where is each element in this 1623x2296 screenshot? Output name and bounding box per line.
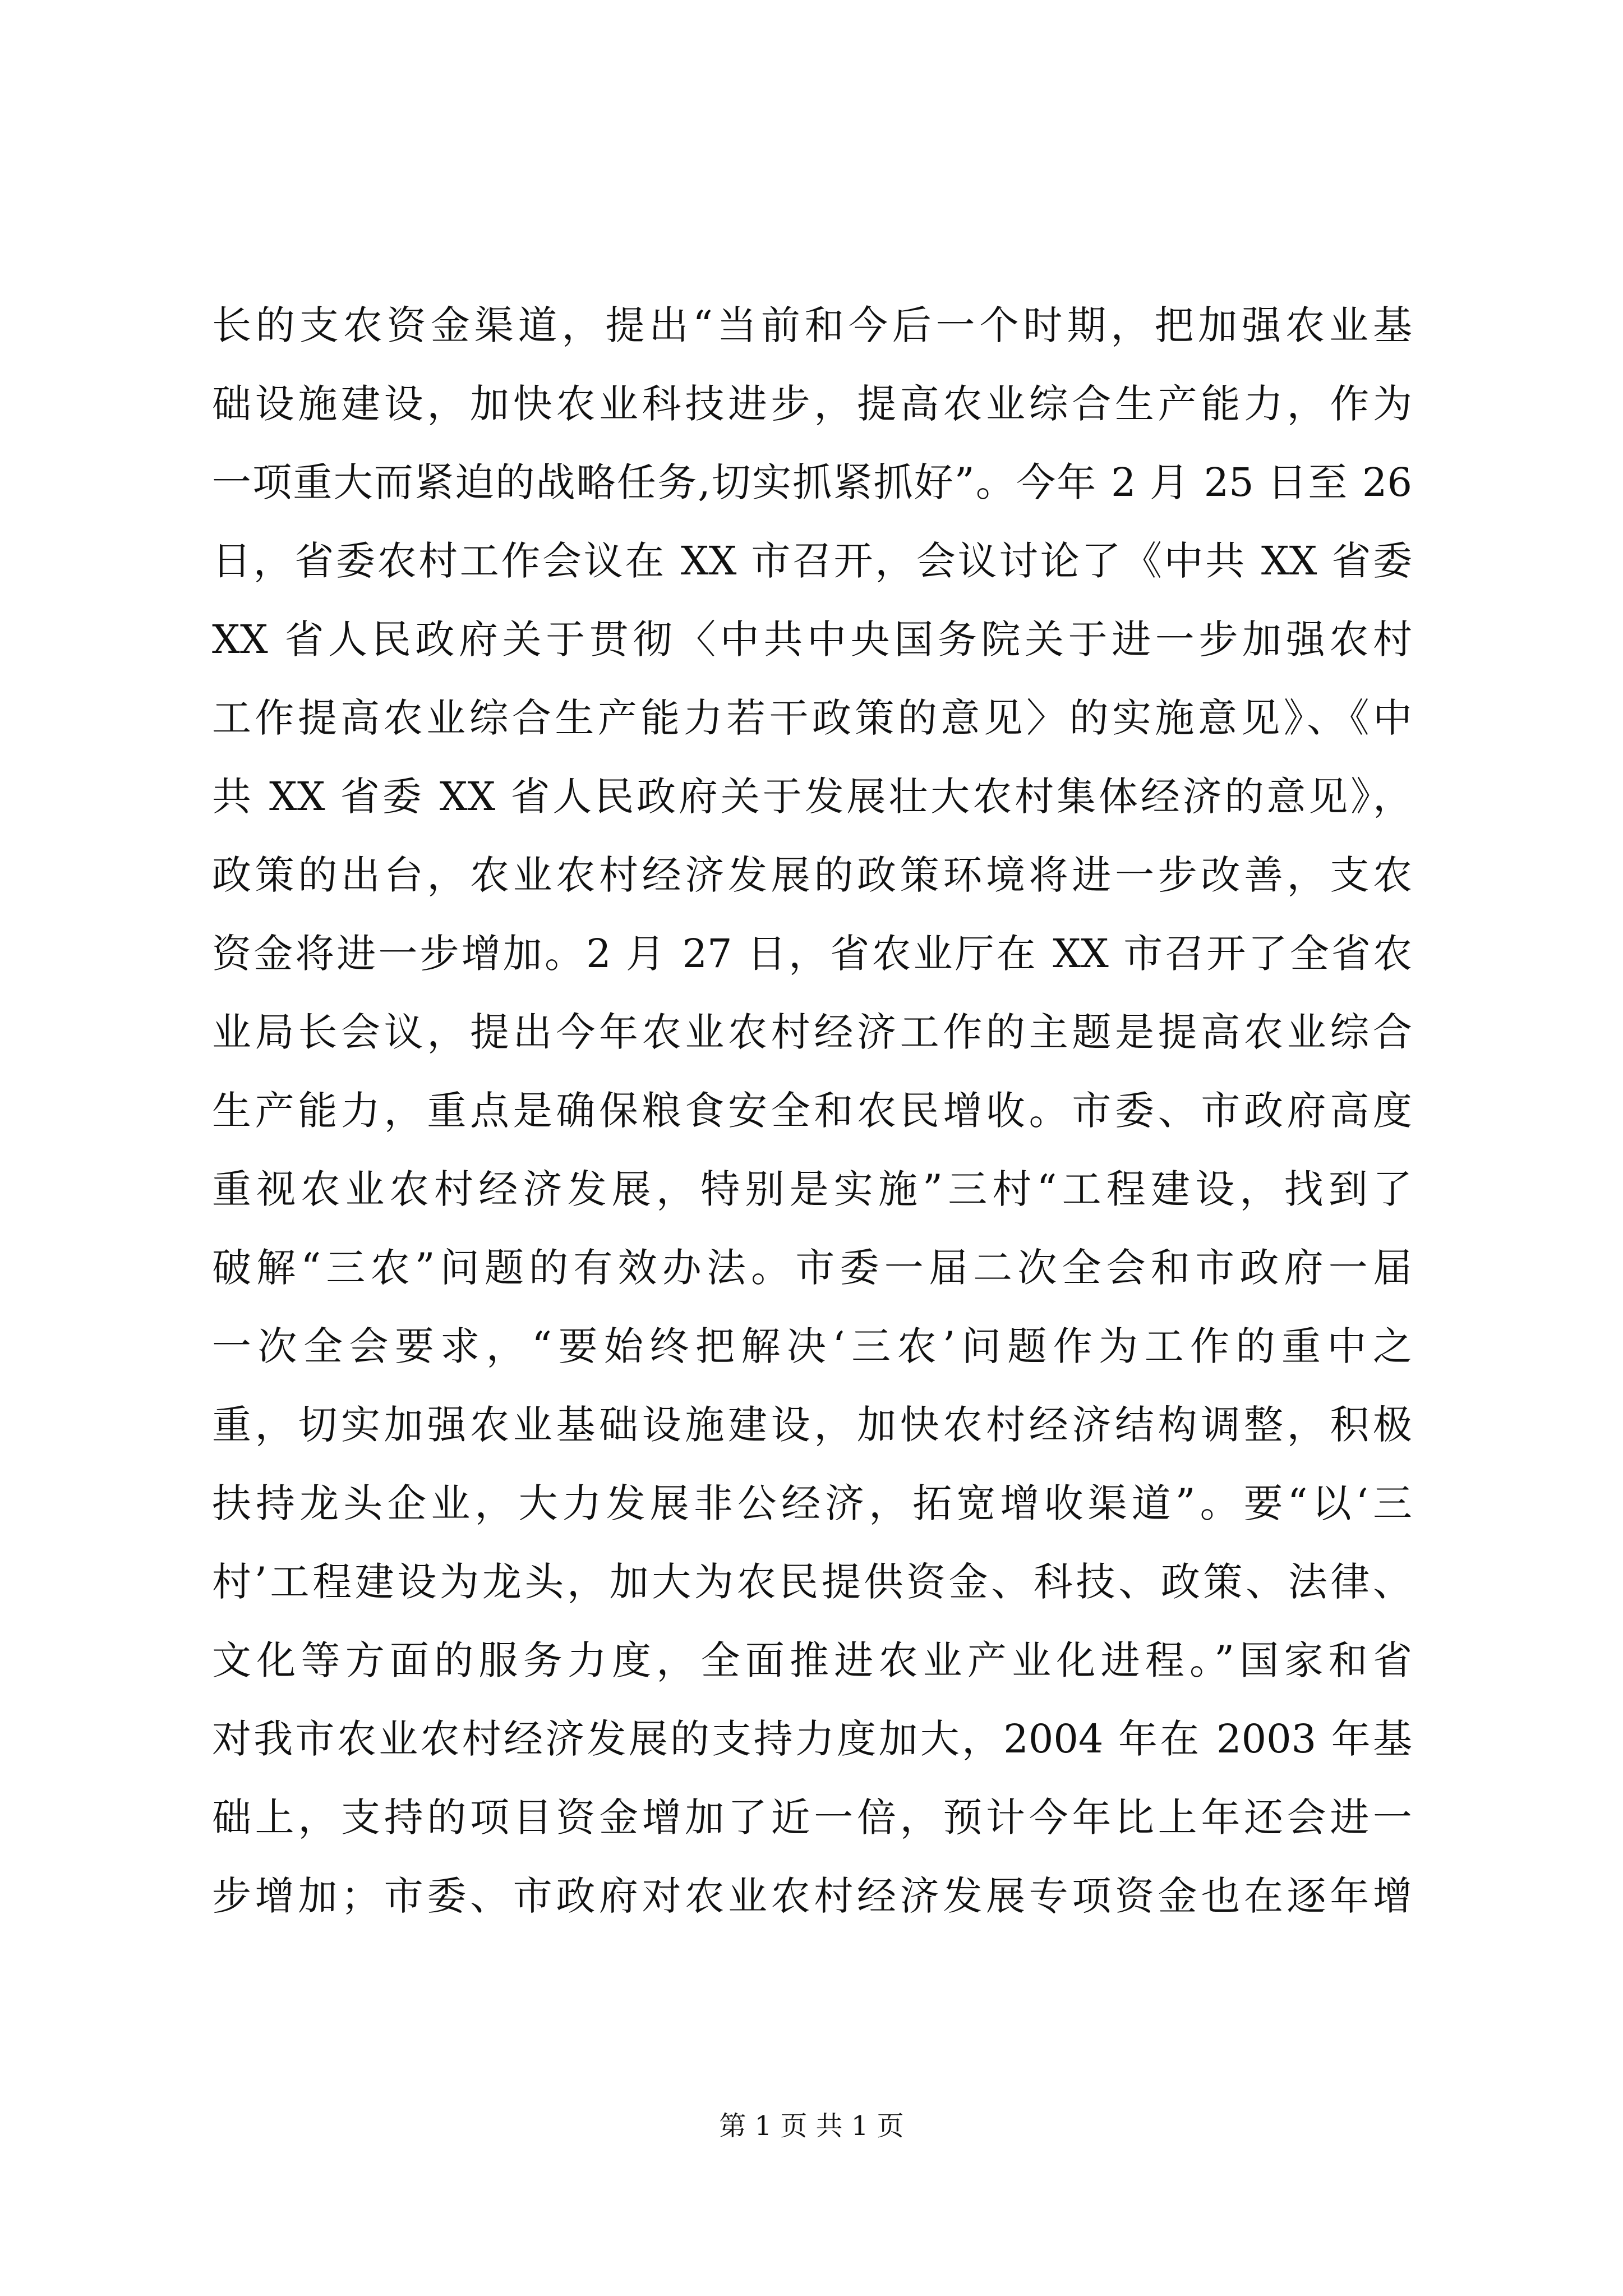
text-line: 础设施建设，加快农业科技进步，提高农业综合生产能力，作为 [212,381,1412,427]
text-line: 础上，支持的项目资金增加了近一倍，预计今年比上年还会进一 [212,1795,1412,1841]
text-line: 共 XX 省委 XX 省人民政府关于发展壮大农村集体经济的意见》， [212,774,1412,820]
text-line: 政策的出台，农业农村经济发展的政策环境将进一步改善，支农 [212,852,1412,898]
text-line: XX 省人民政府关于贯彻〈中共中央国务院关于进一步加强农村 [212,616,1412,662]
text-line: 对我市农业农村经济发展的支持力度加大，2004 年在 2003 年基 [212,1716,1412,1762]
page-number-label: 第 1 页 共 1 页 [719,2110,904,2142]
body-paragraph [212,286,1412,1935]
text-line: 重，切实加强农业基础设施建设，加快农村经济结构调整，积极 [212,1402,1412,1448]
text-line: 步增加；市委、市政府对农业农村经济发展专项资金也在逐年增 [212,1873,1412,1919]
text-line: 一次全会要求，“要始终把解决‘三农’问题作为工作的重中之 [212,1323,1412,1369]
page-footer [0,2106,1623,2146]
text-line: 长的支农资金渠道，提出“当前和今后一个时期，把加强农业基 [212,302,1412,348]
text-line: 业局长会议，提出今年农业农村经济工作的主题是提高农业综合 [212,1009,1412,1055]
text-line: 重视农业农村经济发展，特别是实施”三村“工程建设，找到了 [212,1166,1412,1212]
text-line: 工作提高农业综合生产能力若干政策的意见〉的实施意见》、《中 [212,695,1412,741]
text-line: 扶持龙头企业，大力发展非公经济，拓宽增收渠道”。要“以‘三 [212,1480,1412,1526]
text-line: 生产能力，重点是确保粮食安全和农民增收。市委、市政府高度 [212,1088,1412,1134]
text-line: 日，省委农村工作会议在 XX 市召开，会议讨论了《中共 XX 省委 [212,538,1412,584]
text-line: 破解“三农”问题的有效办法。市委一届二次全会和市政府一届 [212,1245,1412,1291]
text-line: 文化等方面的服务力度，全面推进农业产业化进程。”国家和省 [212,1637,1412,1683]
text-line: 资金将进一步增加。2 月 27 日，省农业厅在 XX 市召开了全省农 [212,931,1412,977]
text-line: 一项重大而紧迫的战略任务,切实抓紧抓好”。今年 2 月 25 日至 26 [212,459,1412,505]
text-line: 村’工程建设为龙头，加大为农民提供资金、科技、政策、法律、 [212,1559,1412,1605]
